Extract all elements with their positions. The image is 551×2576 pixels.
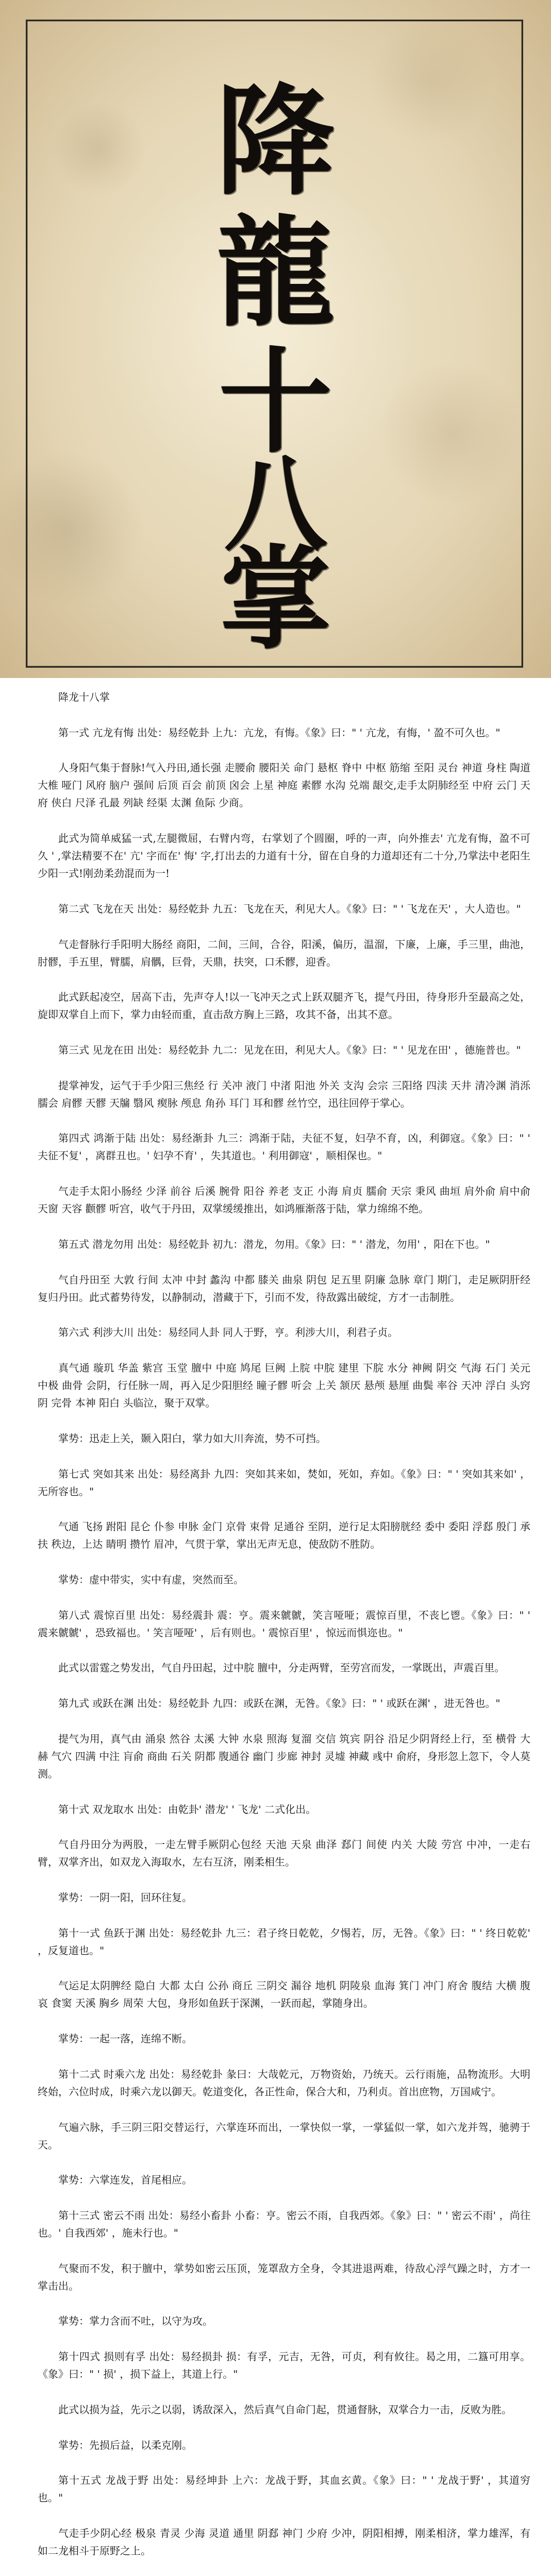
- cover-title-char: 掌: [220, 534, 331, 664]
- move-2-text: 气走督脉行手阳明大肠经 商阳，二间，三间，合谷，阳溪，偏历，温溜，下廉，上廉，手三里，曲池，肘髎，手五里，臂臑，肩髃，巨骨，天鼎，扶突，口禾髎，迎香。: [38, 938, 530, 968]
- cover-title-char: 八: [224, 444, 327, 565]
- move-12-header: 第十二式 时乘六龙 出处：易经乾卦 彖曰：大哉乾元，万物资始，乃统天。云行雨施，品物流形。大明终始，六位时成，时乘六龙以御天。乾道变化，各正性命，保合大和，乃利贞。首出庶物，万国咸宁。: [38, 2067, 530, 2098]
- move-11-text: 掌势：一起一落，连绵不断。: [58, 2032, 192, 2045]
- move-8-text: 此式以雷霆之势发出，气自丹田起，过中脘 膻中，分走两臂，至劳宫而发，一掌既出，声震百里。: [58, 1662, 505, 1674]
- move-3-text: 提掌神发，运气于手少阳三焦经 行 关冲 液门 中渚 阳池 外关 支沟 会宗 三阳络 四渎 天井 清冷渊 消泺 臑会 肩髎 天髎 天牖 翳风 瘈脉 颅息 角孙 耳门 耳和髎 丝竹空，迅往回停于掌心。: [38, 1079, 530, 1109]
- move-6-text: 掌势：迅走上关，颞入阳白，掌力如大川奔流，势不可挡。: [58, 1432, 326, 1445]
- move-14-text: 掌势：先损后益，以柔克刚。: [58, 2438, 192, 2451]
- move-1-header: 第一式 亢龙有悔 出处：易经乾卦 上九：亢龙，有悔。《象》曰：" ' 亢龙，有悔，' 盈不可久也。": [58, 726, 500, 739]
- move-13-text: 掌势：掌力含而不吐，以守为攻。: [58, 2315, 213, 2328]
- move-13-text: 气聚而不发，积于膻中，掌势如密云压顶，笼罩敌方全身，令其进退两难，待敌心浮气躁之时，方才一掌击出。: [38, 2262, 530, 2292]
- cover-title-char: 降: [216, 72, 335, 211]
- move-11-text: 气运足太阴脾经 隐白 大都 太白 公孙 商丘 三阴交 漏谷 地机 阴陵泉 血海 箕门 冲门 府舍 腹结 大横 腹哀 食窦 天溪 胸乡 周荣 大包，身形如鱼跃于深渊，一跃而起，掌随身出。: [38, 1979, 530, 2010]
- move-13-header: 第十三式 密云不雨 出处：易经小畜卦 小畜：亨。密云不雨，自我西郊。《象》曰：" ' 密云不雨' ，尚往也。' 自我西郊' ，施未行也。": [38, 2209, 530, 2239]
- move-3-header: 第三式 见龙在田 出处：易经乾卦 九二：见龙在田，利见大人。《象》曰：" ' 见龙在田' ，德施普也。": [58, 1044, 521, 1057]
- move-7-header: 第七式 突如其来 出处：易经离卦 九四：突如其来如，焚如，死如，弃如。《象》曰：" ' 突如其来如' ，无所容也。": [38, 1467, 530, 1498]
- move-10-text: 掌势：一阴一阳，回环往复。: [58, 1891, 192, 1904]
- move-9-header: 第九式 或跃在渊 出处：易经乾卦 九四：或跃在渊，无咎。《象》曰：" ' 或跃在渊' ，进无咎也。": [58, 1697, 500, 1710]
- move-9-text: 提气为用，真气由 涌泉 然谷 太溪 大钟 水泉 照海 复溜 交信 筑宾 阴谷 沿足少阴肾经上行，至 横骨 大赫 气穴 四满 中注 肓俞 商曲 石关 阴都 腹通谷 幽门 步廊 神封 灵墟 神藏 彧中 俞府，身形忽上忽下，令人莫测。: [38, 1732, 530, 1780]
- document-body: [0, 678, 551, 2576]
- move-12-text: 气遍六脉，手三阴三阳交替运行，六掌连环而出，一掌快似一掌，一掌猛似一掌，如六龙并驾，驰骋于天。: [38, 2121, 530, 2151]
- move-12-text: 掌势：六掌连发，首尾相应。: [58, 2174, 192, 2187]
- move-15-text: 气走手少阴心经 极泉 青灵 少海 灵道 通里 阴郄 神门 少府 少冲，阴阳相搏，刚柔相济，掌力雄浑，有如二龙相斗于原野之上。: [38, 2527, 530, 2557]
- move-14-text: 此式以损为益，先示之以弱，诱敌深入，然后真气自命门起，贯通督脉，双掌合力一击，反败为胜。: [58, 2403, 512, 2416]
- move-2-header: 第二式 飞龙在天 出处：易经乾卦 九五：飞龙在天，利见大人。《象》曰：" ' 飞龙在天' ，大人造也。": [58, 902, 521, 915]
- move-1-text: 人身阳气集于督脉!气入丹田,通长强 走腰俞 腰阳关 命门 悬枢 脊中 中枢 筋缩 至阳 灵台 神道 身柱 陶道 大椎 哑门 风府 脑户 强间 后顶 百会 前顶 囟会 上星 神庭 素髎 水沟 兑端 龈交,走手太阴肺经至 中府 云门 天府 侠白 尺泽 孔最 列缺 经渠 太渊 鱼际 少商。: [38, 761, 530, 809]
- move-10-text: 气自丹田分为两股，一走左臂手厥阴心包经 天池 天泉 曲泽 郄门 间使 内关 大陵 劳宫 中冲，一走右臂，双掌齐出，如双龙入海取水，左右互济，刚柔相生。: [38, 1838, 530, 1869]
- move-7-text: 掌势：虚中带实，实中有虚，突然而至。: [58, 1573, 244, 1586]
- document-title: 降龙十八掌: [58, 691, 110, 703]
- cover-page: [0, 0, 551, 678]
- move-8-header: 第八式 震惊百里 出处：易经震卦 震：亨。震来虩虩，笑言哑哑；震惊百里，不丧匕鬯。《象》曰：" ' 震来虩虩' ，恐致福也。' 笑言哑哑' ，后有则也。' 震惊百里' ，惊远而惧迩也。": [38, 1608, 530, 1639]
- move-6-header: 第六式 利涉大川 出处：易经同人卦 同人于野，亨。利涉大川，利君子贞。: [58, 1326, 398, 1339]
- move-6-text: 真气通 璇玑 华盖 紫宫 玉堂 膻中 中庭 鸠尾 巨阙 上脘 中脘 建里 下脘 水分 神阙 阴交 气海 石门 关元 中极 曲骨 会阴，行任脉一周，再入足少阳胆经 瞳子髎 听会 上关 颔厌 悬颅 悬厘 曲鬓 率谷 天冲 浮白 头窍阴 完骨 本神 阳白 头临泣，聚于双掌。: [38, 1362, 530, 1410]
- move-5-text: 气自丹田至 大敦 行间 太冲 中封 蠡沟 中都 膝关 曲泉 阴包 足五里 阴廉 急脉 章门 期门，走足厥阴肝经复归丹田。此式蓄势待发，以静制动，潜藏于下，引而不发，待敌露出破绽，方才一击制胜。: [38, 1273, 530, 1303]
- move-4-text: 气走手太阳小肠经 少泽 前谷 后溪 腕骨 阳谷 养老 支正 小海 肩贞 臑俞 天宗 秉风 曲垣 肩外俞 肩中俞 天窗 天容 颧髎 听宫，收气于丹田，双掌缓缓推出，如鸿雁渐落于陆，掌力绵绵不绝。: [38, 1185, 530, 1215]
- move-1-text: 此式为简单威猛一式,左腿微屈，右臂内弯，右掌划了个圆圈，呼的一声，向外推去' 亢龙有悔，盈不可久 ' ,掌法精要不在' 亢' 字而在' 悔' 字,打出去的力道有十分，留在自身的力道却还有二十分,乃掌法中老阳生少阳一式!刚劲柔劲混而为一!: [38, 832, 530, 880]
- move-15-header: 第十五式 龙战于野 出处：易经坤卦 上六：龙战于野，其血玄黄。《象》曰：" ' 龙战于野' ，其道穷也。": [38, 2474, 530, 2504]
- move-5-header: 第五式 潜龙勿用 出处：易经乾卦 初九：潜龙，勿用。《象》曰：" ' 潜龙，勿用' ，阳在下也。": [58, 1238, 490, 1250]
- move-2-text: 此式跃起凌空，居高下击，先声夺人!以一飞冲天之式上跃双腿齐飞，提气丹田，待身形升至最高之处，旋即双掌自上而下，掌力由轻而重，直击敌方胸上三路，攻其不备，出其不意。: [38, 991, 530, 1021]
- move-14-header: 第十四式 损则有孚 出处：易经损卦 损：有孚，元吉，无咎，可贞，利有攸往。曷之用，二簋可用享。《象》曰：" ' 损' ，损下益上，其道上行。": [38, 2350, 530, 2381]
- cover-title-char: 龍: [216, 204, 335, 343]
- move-7-text: 气通 飞扬 跗阳 昆仑 仆参 申脉 金门 京骨 束骨 足通谷 至阴，逆行足太阳膀胱经 委中 委阳 浮郄 殷门 承扶 秩边，上达 睛明 攒竹 眉冲，气贯于掌，掌出无声无息，使敌防不胜防。: [38, 1520, 530, 1551]
- move-10-header: 第十式 双龙取水 出处：由乾卦' 潜龙' ' 飞龙' 二式化出。: [58, 1803, 316, 1816]
- cover-title-char: 十: [219, 335, 332, 468]
- move-11-header: 第十一式 鱼跃于渊 出处：易经乾卦 九三：君子终日乾乾，夕惕若，厉，无咎。《象》曰：" ' 终日乾乾' ，反复道也。": [38, 1926, 530, 1957]
- move-4-header: 第四式 鸿渐于陆 出处：易经渐卦 九三：鸿渐于陆，夫征不复，妇孕不育，凶，利御寇。《象》曰：" ' 夫征不复' ，离群丑也。' 妇孕不育' ，失其道也。' 利用御寇' ，顺相保也。": [38, 1132, 530, 1162]
